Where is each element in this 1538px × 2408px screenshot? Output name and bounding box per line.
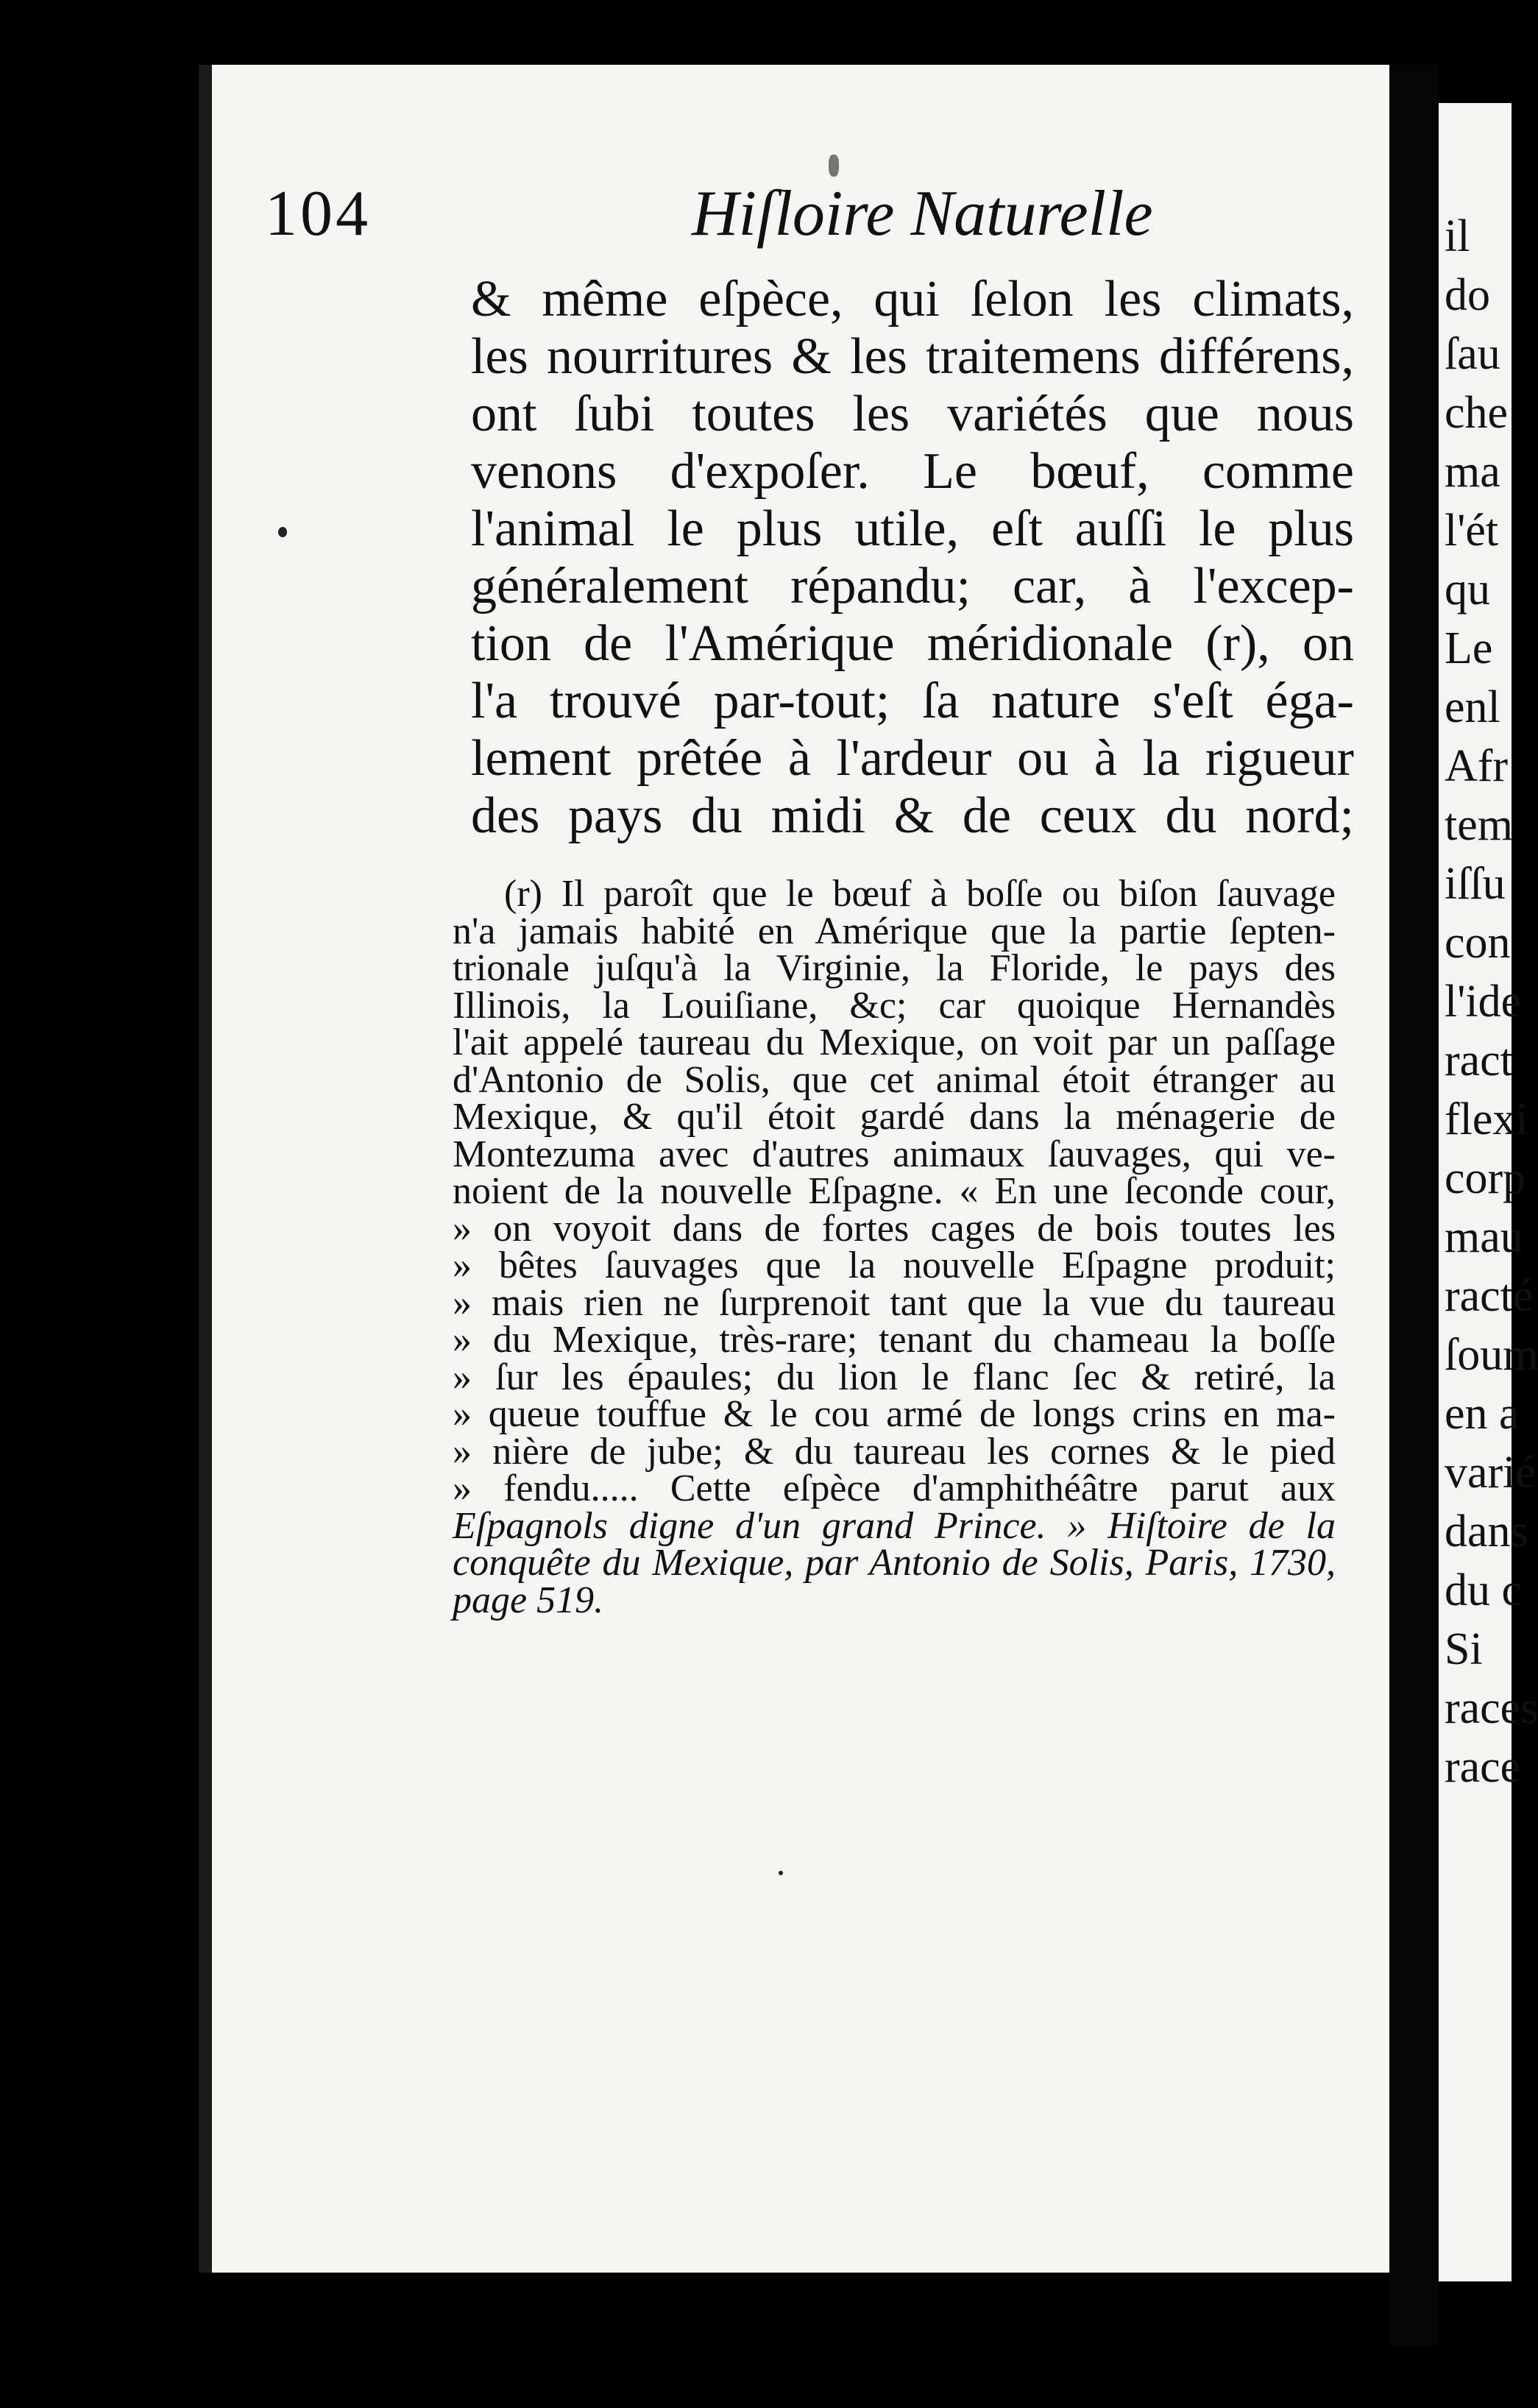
facing-page-line: con [1445,918,1511,968]
facing-page-line: ract [1445,1035,1513,1086]
facing-page-line: racté [1445,1271,1534,1321]
footnote-line: conquête du Mexique, par Antonio de Solis, Paris, 1730, [453,1542,1336,1584]
facing-page-line: varié [1445,1448,1536,1498]
facing-page-line: il [1445,211,1470,261]
facing-page-line: tem [1445,800,1513,850]
facing-page-line: mau [1445,1212,1523,1262]
footnote-line: » bêtes ſauvages que la nouvelle Eſpagne produit; [453,1244,1336,1286]
facing-page-line: l'ide [1445,977,1522,1027]
facing-page-line: flexi [1445,1094,1528,1144]
text-line: & même eſpèce, qui ſelon les climats, [471,271,1354,327]
text-line: généralement répandu; car, à l'excep- [471,558,1354,615]
text-line: des pays du midi & de ceux du nord; [471,787,1354,844]
ink-speck [278,527,287,537]
footnote-line: » queue touffue & le cou armé de longs crins en ma- [453,1393,1336,1435]
facing-page-line: che [1445,388,1509,438]
footnote-line: l'ait appelé taureau du Mexique, on voit par un paſſage [453,1021,1336,1063]
footnote-line: page 519. [453,1579,604,1621]
footnote-line: trionale juſqu'à la Virginie, la Floride, le pays des [453,947,1336,989]
text-line: les nourritures & les traitemens différens, [471,328,1354,385]
text-line: tion de l'Amérique méridionale (r), on [471,615,1354,672]
footnote-line: » ſur les épaules; du lion le flanc ſec & retiré, la [453,1356,1336,1398]
facing-page-fragment [1439,103,1538,2281]
footnote-line: » fendu..... Cette eſpèce d'amphithéâtre parut aux [453,1467,1336,1509]
footnote-line: n'a jamais habité en Amérique que la partie ſepten- [453,910,1336,952]
footnote-line: » on voyoit dans de fortes cages de bois toutes les [453,1207,1336,1250]
facing-page-line: iſſu [1445,859,1506,909]
text-line: lement prêtée à l'ardeur ou à la rigueur [471,730,1354,787]
facing-page-line: Le [1445,623,1493,673]
facing-page-line: Afr [1445,741,1509,791]
footnote-line: (r) Il paroît que le bœuf à boſſe ou biſon ſauvage [504,873,1336,915]
page-number: 104 [265,178,371,249]
text-line: ont ſubi toutes les variétés que nous [471,386,1354,442]
facing-page-line: du c [1445,1565,1523,1615]
footnote [453,873,1336,1621]
facing-page-line: races [1445,1683,1538,1733]
running-title: Hiſloire Naturelle [692,178,1153,249]
ink-speck [829,155,839,177]
text-line: l'animal le plus utile, eſt auſſi le plus [471,500,1354,557]
facing-page-line: corp [1445,1153,1526,1203]
footnote-line: » du Mexique, très-rare; tenant du chameau la boſſe [453,1319,1336,1361]
facing-page-line: race [1445,1742,1521,1792]
ink-speck [779,1871,783,1875]
facing-page-line: ma [1445,447,1500,497]
footnote-line: » mais rien ne ſurprenoit tant que la vue du taureau [453,1281,1336,1324]
text-line: venons d'expoſer. Le bœuf, comme [471,443,1354,500]
facing-page-line: ſau [1445,329,1500,379]
footnote-line: Mexique, & qu'il étoit gardé dans la ménagerie de [453,1096,1336,1138]
facing-page-line: enl [1445,682,1500,732]
main-text [471,271,1354,845]
facing-page-line: ſoum [1445,1330,1538,1380]
facing-page-line: do [1445,270,1490,320]
page-header [265,177,1153,251]
footnote-line: noient de la nouvelle Eſpagne. « En une ſeconde cour, [453,1170,1336,1212]
facing-page-line: Si [1445,1624,1483,1674]
facing-page-line: qu [1445,564,1490,615]
text-line: l'a trouvé par-tout; ſa nature s'eſt éga- [471,673,1354,729]
footnote-line: Eſpagnols digne d'un grand Prince. » Hiſtoire de la [453,1504,1336,1547]
facing-page-line: l'ét [1445,506,1499,556]
book-gutter [1389,65,1439,2346]
footnote-line: Montezuma avec d'autres animaux ſauvages, qui ve- [453,1133,1336,1175]
footnote-line: Illinois, la Louiſiane, &c; car quoique Hernandès [453,984,1336,1027]
footnote-line: » nière de jube; & du taureau les cornes & le pied [453,1430,1336,1473]
facing-page-line: en a [1445,1389,1520,1439]
facing-page-line: dans [1445,1506,1528,1557]
footnote-line: d'Antonio de Solis, que cet animal étoit étranger au [453,1058,1336,1101]
